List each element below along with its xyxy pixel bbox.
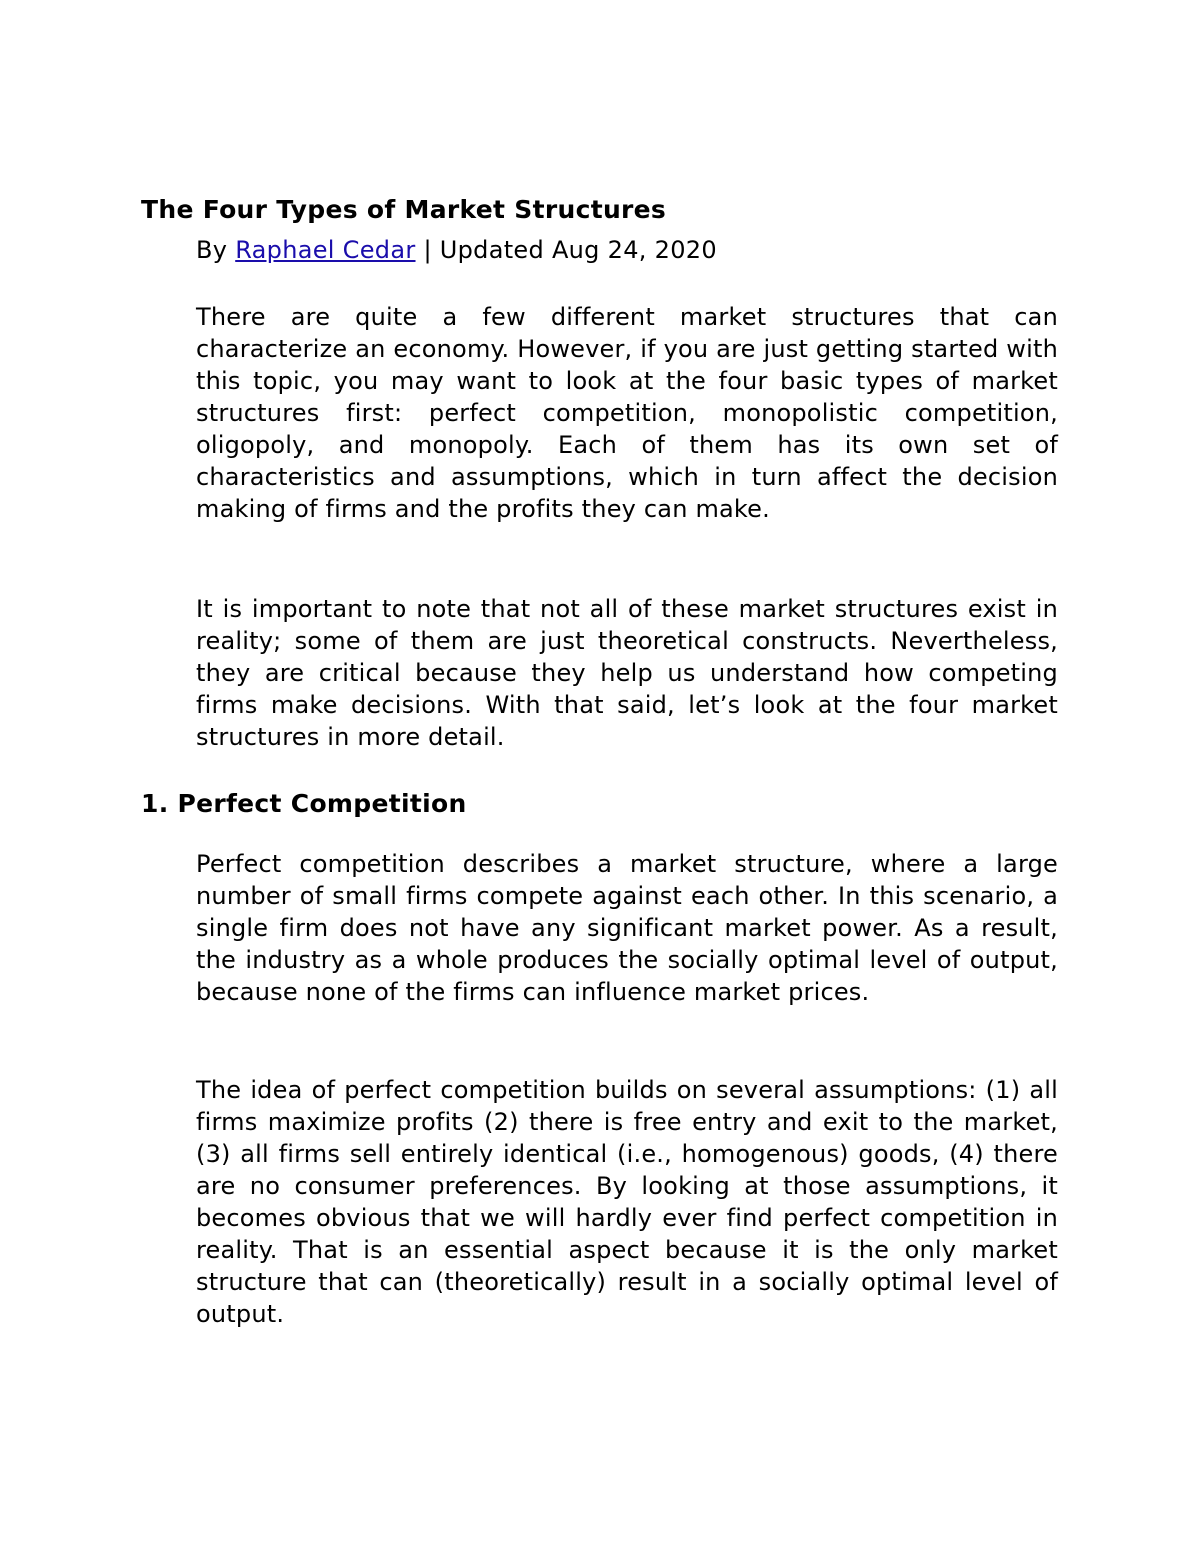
byline-separator: |	[415, 236, 440, 264]
article-title: The Four Types of Market Structures	[141, 195, 667, 224]
section-paragraph-2: The idea of perfect competition builds on several assumptions: (1) all firms maximize profits (2) there is free entry and exit to the market, (3) all firms sell entirely identical (i.e., homogenous) goods, (4) there are no consumer preferences. By looking at those assumptions, it becomes obvious that we will hardly ever find perfect competition in reality. That is an essential aspect because it is the only market structure that can (theoretically) result in a socially optimal level of output.	[196, 1076, 1058, 1328]
byline-prefix: By	[196, 236, 236, 264]
author-link[interactable]: Raphael Cedar	[235, 236, 416, 264]
section-heading-perfect-competition: 1. Perfect Competition	[141, 789, 467, 818]
updated-date: Updated Aug 24, 2020	[439, 236, 717, 264]
intro-paragraph-2: It is important to note that not all of these market structures exist in reality; some of them are just theoretical constructs. Nevertheless, they are critical because they help us understand how competing firms make decisions. With that said, let’s look at the four market structures in more detail.	[196, 595, 1058, 751]
article-byline	[196, 234, 717, 266]
section-paragraph-1: Perfect competition describes a market structure, where a large number of small firms compete against each other. In this scenario, a single firm does not have any significant market power. As a result, the industry as a whole produces the socially optimal level of output, because none of the firms can influence market prices.	[196, 850, 1058, 1006]
intro-paragraph-1: There are quite a few different market structures that can characterize an economy. However, if you are just getting started with this topic, you may want to look at the four basic types of market structures first: perfect competition, monopolistic competition, oligopoly, and monopoly. Each of them has its own set of characteristics and assumptions, which in turn affect the decision making of firms and the profits they can make.	[196, 303, 1058, 523]
